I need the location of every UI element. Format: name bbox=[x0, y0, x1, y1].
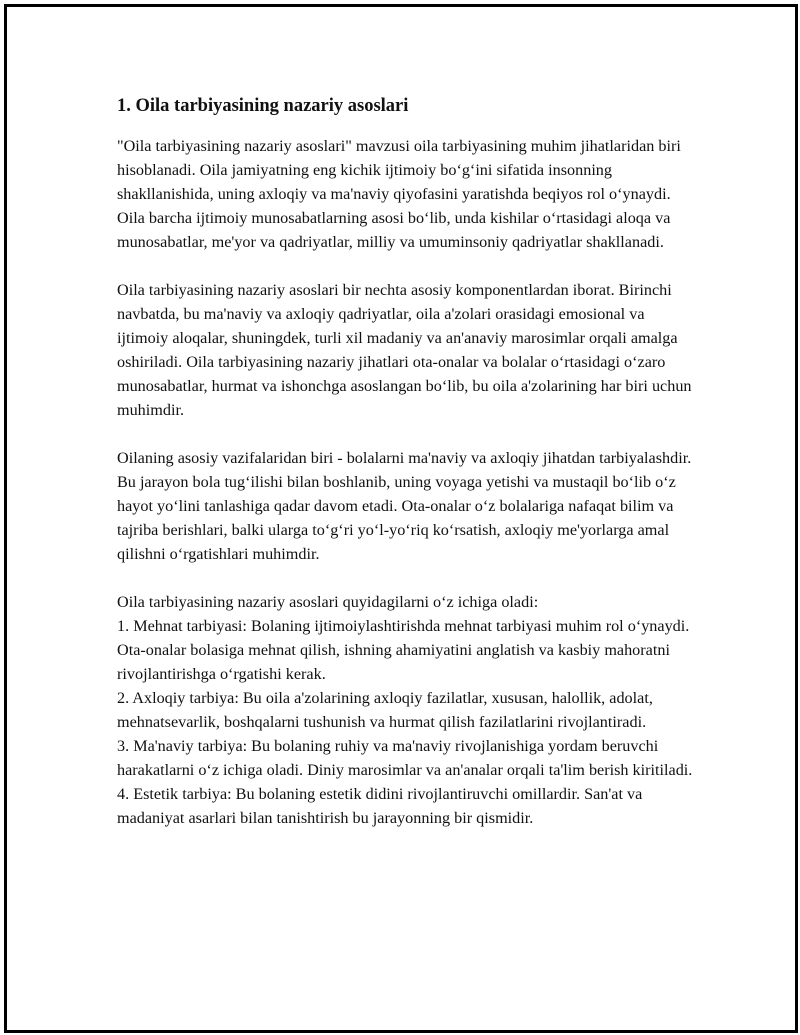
document-title: 1. Oila tarbiyasining nazariy asoslari bbox=[117, 96, 409, 116]
paragraph-3: Oilaning asosiy vazifalaridan biri - bolalarni ma'naviy va axloqiy jihatdan tarbiyalashdir. Bu jarayon bola tug‘ilishi bilan boshlanib, uning voyaga yetishi va mustaqil bo‘lib o‘z hayot yo‘lini tanlashiga qadar davom etadi. Ota-onalar o‘z bolalariga nafaqat bilim va tajriba berishlari, balki ularga to‘g‘ri yo‘l-yo‘riq ko‘rsatish, axloqiy me'yorlarga amal qilishni o‘rgatishlari muhimdir. bbox=[117, 449, 692, 563]
list-item-4: 4. Estetik tarbiya: Bu bolaning estetik didini rivojlantiruvchi omillardir. San'at va madaniyat asarlari bilan tanishtirish bu jarayonning bir qismidir. bbox=[117, 785, 643, 827]
component-list bbox=[117, 590, 697, 830]
paragraph-2: Oila tarbiyasining nazariy asoslari bir nechta asosiy komponentlardan iborat. Birinchi navbatda, bu ma'naviy va axloqiy qadriyatlar, oila a'zolari orasidagi emosional va ijtimoiy aloqalar, shuningdek, turli xil madaniy va an'anaviy marosimlar orqali amalga oshiriladi. Oila tarbiyasining nazariy jihatlari ota-onalar va bolalar o‘rtasidagi o‘zaro munosabatlar, hurmat va ishonchga asoslangan bo‘lib, bu oila a'zolarining har biri uchun muhimdir. bbox=[117, 281, 692, 419]
paragraph-1: "Oila tarbiyasining nazariy asoslari" mavzusi oila tarbiyasining muhim jihatlaridan biri hisoblanadi. Oila jamiyatning eng kichik ijtimoiy bo‘g‘ini sifatida insonning shakllanishida, uning axloqiy va ma'naviy qiyofasini yaratishda beqiyos rol o‘ynaydi. Oila barcha ijtimoiy munosabatlarning asosi bo‘lib, unda kishilar o‘rtasidagi aloqa va munosabatlar, me'yor va qadriyatlar, milliy va umuminsoniy qadriyatlar shakllanadi. bbox=[117, 137, 681, 251]
list-item-2: 2. Axloqiy tarbiya: Bu oila a'zolarining axloqiy fazilatlar, xususan, halollik, adolat, mehnatsevarlik, boshqalarni tushunish va hurmat qilish fazilatlarini rivojlantiradi. bbox=[117, 689, 653, 731]
list-item-3: 3. Ma'naviy tarbiya: Bu bolaning ruhiy va ma'naviy rivojlanishiga yordam beruvchi harakatlarni o‘z ichiga oladi. Diniy marosimlar va an'analar orqali ta'lim berish kiritiladi. bbox=[117, 737, 693, 779]
list-intro: Oila tarbiyasining nazariy asoslari quyidagilarni o‘z ichiga oladi: bbox=[117, 593, 539, 611]
document-content bbox=[117, 92, 697, 830]
list-item-1: 1. Mehnat tarbiyasi: Bolaning ijtimoiylashtirishda mehnat tarbiyasi muhim rol o‘ynaydi. Ota-onalar bolasiga mehnat qilish, ishning ahamiyatini anglatish va kasbiy mahoratni rivojlantirishga o‘rgatishi kerak. bbox=[117, 617, 690, 683]
